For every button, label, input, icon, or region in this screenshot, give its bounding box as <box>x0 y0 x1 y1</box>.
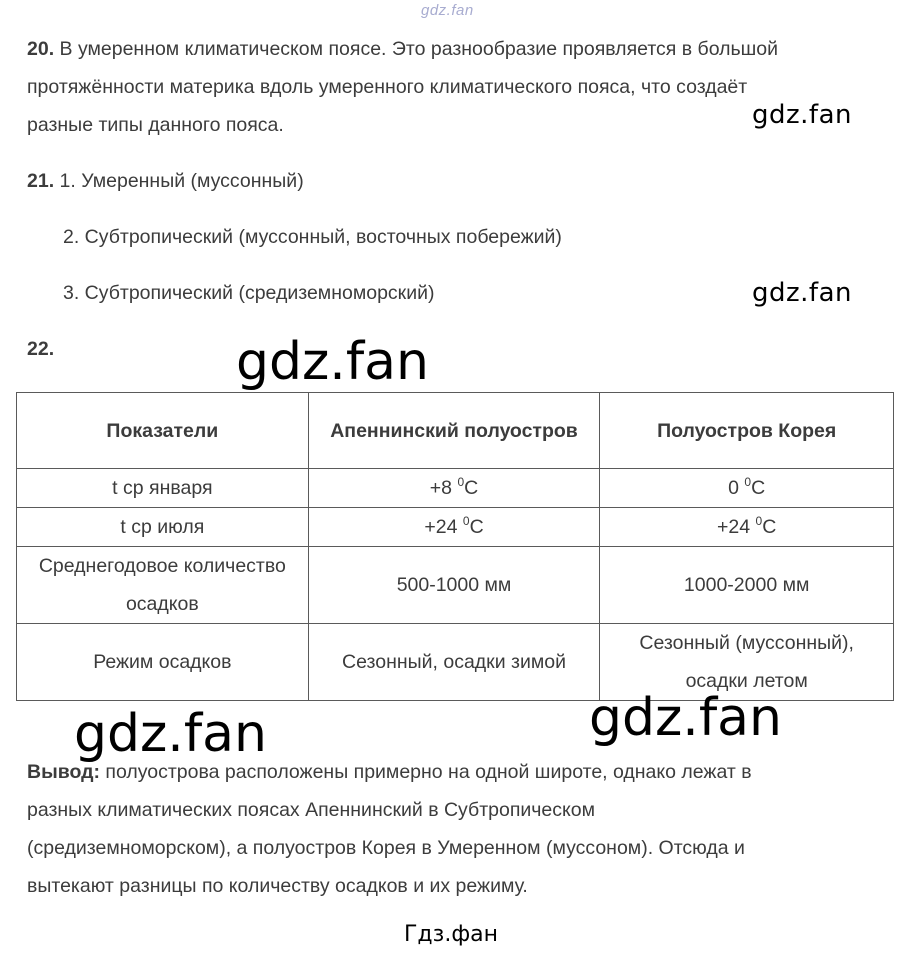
temp-unit: C <box>762 516 777 538</box>
row-korea: Сезонный (муссонный), осадки летом <box>600 624 894 701</box>
watermark-3: gdz.fan <box>236 332 429 392</box>
temp-unit: C <box>751 477 766 499</box>
row-apennine <box>308 469 600 508</box>
top-watermark: gdz.fan <box>421 2 474 19</box>
conclusion-line-2: разных климатических поясах Апеннинский в Субтропическом <box>27 799 596 821</box>
q22-number: 22. <box>27 338 55 360</box>
table-header-row <box>17 393 894 469</box>
q21-item-2: 2. Субтропический (муссонный, восточных побережий) <box>63 226 562 248</box>
watermark-1: gdz.fan <box>752 100 852 130</box>
degree-sup: 0 <box>755 514 763 528</box>
row-apennine <box>308 508 600 547</box>
conclusion-line-4: вытекают разницы по количеству осадков и их режиму. <box>27 875 528 897</box>
conclusion-label: Вывод: <box>27 761 100 783</box>
row-apennine: 500-1000 мм <box>308 547 600 624</box>
header-apennine: Апеннинский полуостров <box>308 393 600 469</box>
row-apennine: Сезонный, осадки зимой <box>308 624 600 701</box>
table-row <box>17 508 894 547</box>
table-row <box>17 469 894 508</box>
temp-value: +8 <box>429 477 453 499</box>
row-label: Среднегодовое количество осадков <box>17 547 309 624</box>
q20-number: 20. <box>27 38 55 60</box>
q21-line-1 <box>27 162 304 200</box>
climate-table <box>16 392 894 701</box>
row-korea <box>600 469 894 508</box>
q20-line-3: разные типы данного пояса. <box>27 114 284 136</box>
row-label: t ср июля <box>17 508 309 547</box>
watermark-5: gdz.fan <box>589 688 782 748</box>
conclusion-line-1 <box>27 753 752 791</box>
table-row <box>17 547 894 624</box>
conclusion-line-3: (средиземноморском), а полуостров Корея в Умеренном (муссоном). Отсюда и <box>27 837 745 859</box>
q20-text-1: В умеренном климатическом поясе. Это разнообразие проявляется в большой <box>59 38 779 60</box>
temp-unit: C <box>464 477 479 499</box>
q20-line-2: протяжённости материка вдоль умеренного климатического пояса, что создаёт <box>27 76 748 98</box>
q20-line-1 <box>27 30 778 68</box>
temp-value: 0 <box>728 477 739 499</box>
q21-item-3: 3. Субтропический (средиземноморский) <box>63 282 435 304</box>
row-korea: 1000-2000 мм <box>600 547 894 624</box>
row-label: t ср января <box>17 469 309 508</box>
header-indicators: Показатели <box>17 393 309 469</box>
row-korea <box>600 508 894 547</box>
temp-unit: C <box>469 516 484 538</box>
watermark-2: gdz.fan <box>752 278 852 308</box>
q21-item-1: 1. Умеренный (муссонный) <box>59 170 304 192</box>
q21-number: 21. <box>27 170 55 192</box>
watermark-4: gdz.fan <box>74 704 267 764</box>
conclusion-text-1: полуострова расположены примерно на одной широте, однако лежат в <box>100 761 752 783</box>
temp-value: +24 <box>424 516 458 538</box>
footer-watermark: Гдз.фан <box>404 922 498 947</box>
degree-sup: 0 <box>457 475 465 489</box>
degree-sup: 0 <box>744 475 752 489</box>
row-label: Режим осадков <box>17 624 309 701</box>
header-korea: Полуостров Корея <box>600 393 894 469</box>
degree-sup: 0 <box>462 514 470 528</box>
temp-value: +24 <box>717 516 751 538</box>
